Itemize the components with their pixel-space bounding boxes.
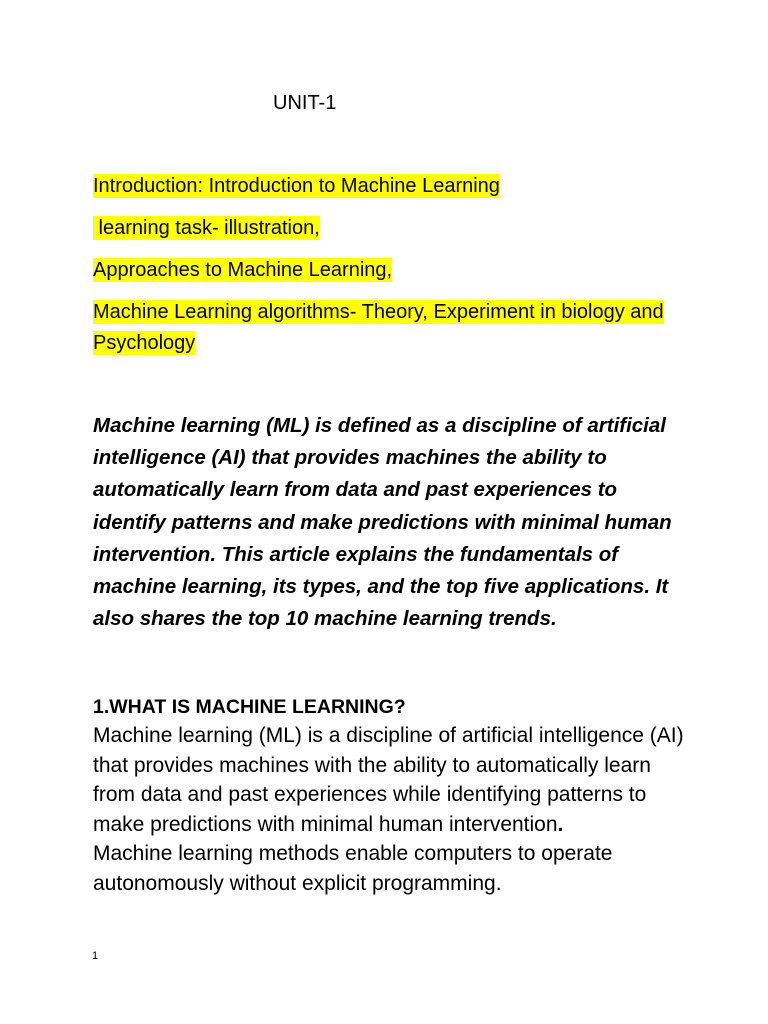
topic-algorithms-text: Machine Learning algorithms- Theory, Experiment in biology and Psychology [93,301,664,354]
topic-approaches-text: Approaches to Machine Learning, [93,259,393,281]
topic-introduction-text: Introduction: Introduction to Machine Learning [93,175,500,197]
topic-algorithms [93,297,673,359]
section-paragraph-1-text: Machine learning (ML) is a discipline of artificial intelligence (AI) that provides machines with the ability to automatically learn from data and past experiences while identifying patterns to make predictions with minimal human intervention [93,724,684,836]
topic-approaches [93,255,392,286]
intro-paragraph: Machine learning (ML) is defined as a discipline of artificial intelligence (AI) that provides machines the ability to automatically learn from data and past experiences to identify patterns and make predictions with minimal human intervention. This article explains the fundamentals of machine learning, its types, and the top five applications. It also shares the top 10 machine learning trends. [93,414,672,631]
topic-introduction [93,171,500,202]
topic-learning-task-text: learning task- illustration, [93,217,320,239]
section-paragraph-1 [93,721,693,839]
section-paragraph-2: Machine learning methods enable computers to operate autonomously without explicit programming. [93,842,613,895]
topic-learning-task [93,213,320,244]
section-body [93,721,693,899]
unit-title: UNIT-1 [273,92,337,114]
section-heading: 1.WHAT IS MACHINE LEARNING? [93,696,406,718]
page-number: 1 [92,950,99,962]
section-paragraph-1-period: . [557,812,564,836]
